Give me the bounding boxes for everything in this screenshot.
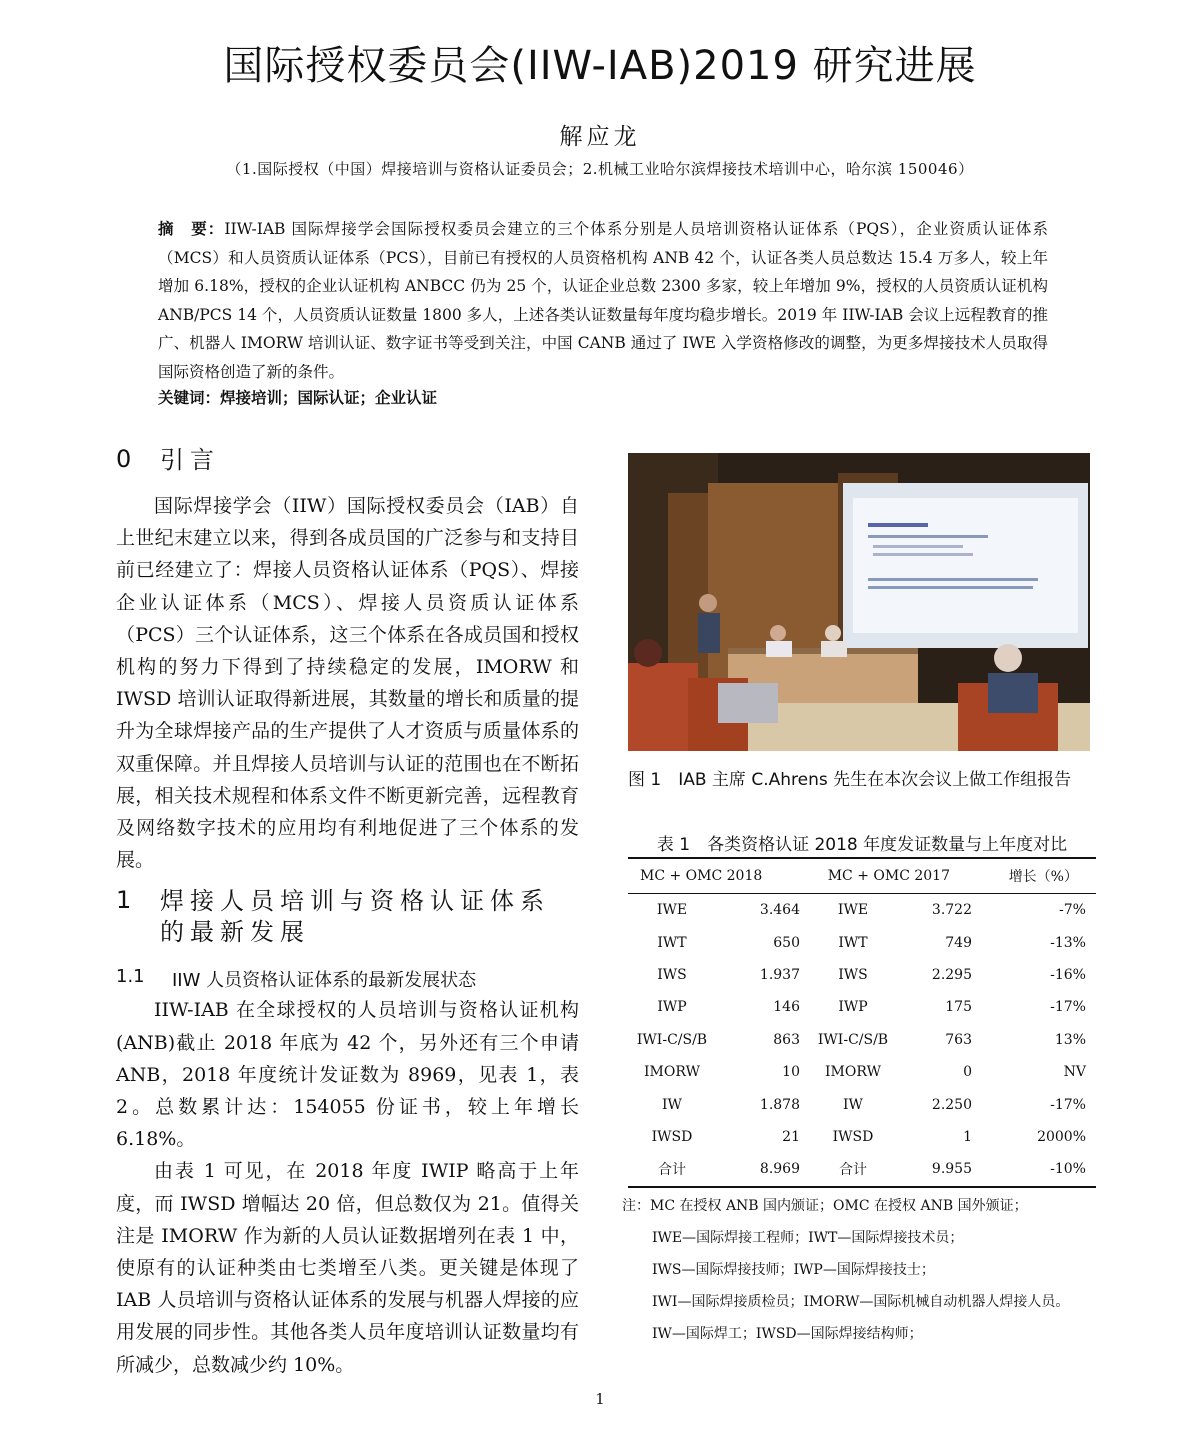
subsection-number: 1.1 [116, 966, 145, 988]
paper-title: 国际授权委员会(IIW-IAB)2019 研究进展 [223, 43, 977, 89]
section-1-1-heading [116, 966, 579, 992]
section-title: 焊接人员培训与资格认证体系的最新发展 [160, 887, 550, 947]
table-cell: 3.464 [759, 902, 800, 919]
table-cell: 650 [773, 934, 800, 951]
section-1-1-paragraph-1: IIW-IAB 在全球授权的人员培训与资格认证机构(ANB)截止 2018 年底为 42 个，另外还有三个申请 ANB，2018 年度统计发证数为 8969，见表 1，表 2。总数累计达：154055 份证书，较上年增长 6.18%。 [116, 999, 579, 1151]
abstract-text: IIW-IAB 国际焊接学会国际授权委员会建立的三个体系分别是人员培训资格认证体系（PQS），企业资质认证体系（MCS）和人员资质认证体系（PCS），目前已有授权的人员资格机构 ANB 42 个，认证各类人员总数达 15.4 万多人，较上年增加 6.18%，授权的企业认证机构 ANBCC 仍为 25 个，认证企业总数 2300 多家，较上年增加 9%，授权的人员资质认证机构 ANB/PCS 14 个，人员资质认证数量 1800 多人，上述各类认证数量每年度均稳步增长。2019 年 IIW-IAB 会议上远程教育的推广、机器人 IMORW 培训认证、数字证书等受到关注，中国 CANB 通过了 IWE 入学资格修改的调整，为更多焊接技术人员取得国际资格创造了新的条件。 [158, 220, 1048, 381]
section-1-heading [116, 886, 579, 948]
table-row [628, 991, 1096, 1023]
table-cell: IWT [657, 934, 687, 951]
table-cell: -10% [1050, 1161, 1086, 1178]
table-cell: IWSD [651, 1128, 693, 1145]
table-cell: IWP [657, 999, 687, 1016]
table-cell: 1.937 [759, 966, 800, 983]
table-cell: IWE [656, 902, 688, 919]
table-1 [628, 857, 1096, 1188]
left-column [116, 445, 579, 1381]
table-row [628, 1121, 1096, 1153]
table-row [628, 926, 1096, 958]
table-cell: IWSD [832, 1128, 874, 1145]
note-line: IW—国际焊工；IWSD—国际焊接结构师； [652, 1326, 923, 1342]
table-row [628, 1088, 1096, 1120]
table-cell: 合计 [658, 1162, 686, 1179]
table-cell: 8.969 [759, 1161, 800, 1178]
section-title: 引言 [160, 446, 220, 474]
page-number: 1 [595, 1390, 605, 1408]
table-1-caption: 表 1 各类资格认证 2018 年度发证数量与上年度对比 [656, 835, 1068, 855]
table-row [628, 1056, 1096, 1088]
table-cell: IWP [838, 999, 868, 1016]
table-row [628, 959, 1096, 991]
table-cell: IWT [838, 934, 868, 951]
table-row [628, 894, 1096, 927]
table-cell: 2.250 [931, 1096, 972, 1113]
data-table [628, 857, 1096, 1188]
table-cell: 863 [773, 1031, 800, 1048]
keywords: 关键词：焊接培训；国际认证；企业认证 [158, 389, 438, 407]
section-0-heading [116, 445, 579, 476]
section-0-paragraph: 国际焊接学会（IIW）国际授权委员会（IAB）自上世纪末建立以来，得到各成员国的广泛参与和支持目前已经建立了：焊接人员资格认证体系（PQS）、焊接企业认证体系（MCS）、焊接人员资质认证体系（PCS）三个认证体系，这三个体系在各成员国和授权机构的努力下得到了持续稳定的发展，IMORW 和 IWSD 培训认证取得新进展，其数量的增长和质量的提升为全球焊接产品的生产提供了人才资质与质量体系的双重保障。并且焊接人员培训与认证的范围也在不断拓展，相关技术规程和体系文件不断更新完善，远程教育及网络数字技术的应用均有利地促进了三个体系的发展。 [116, 495, 579, 872]
conference-photo [628, 453, 1090, 751]
table-cell: IMORW [825, 1064, 881, 1081]
column-header: MC + OMC 2017 [827, 868, 950, 884]
table-cell: -17% [1050, 999, 1086, 1016]
conference-photo-image [628, 453, 1090, 751]
note-line: IWI—国际焊接质检员；IMORW—国际机械自动机器人焊接人员。 [652, 1294, 1070, 1310]
table-header-row [628, 858, 1096, 894]
section-number: 1 [116, 886, 132, 915]
table-cell: IMORW [644, 1064, 700, 1081]
table-notes [622, 1190, 1102, 1350]
table-cell: 3.722 [931, 902, 972, 919]
column-header: MC + OMC 2018 [640, 868, 763, 884]
table-cell: 175 [945, 999, 972, 1016]
figure-1-caption: 图 1 IAB 主席 C.Ahrens 先生在本次会议上做工作组报告 [628, 770, 1072, 790]
table-cell: 763 [945, 1031, 972, 1048]
table-cell: -16% [1050, 966, 1086, 983]
table-cell: IW [662, 1096, 682, 1113]
table-row [628, 1153, 1096, 1186]
table-cell: IWI-C/S/B [636, 1031, 708, 1048]
table-cell: 146 [773, 999, 800, 1016]
affiliation: （1.国际授权（中国）焊接培训与资格认证委员会；2.机械工业哈尔滨焊接技术培训中心，哈尔滨 150046） [226, 160, 974, 178]
table-cell: 合计 [839, 1162, 867, 1179]
author: 解应龙 [559, 124, 641, 150]
table-cell: 10 [782, 1064, 800, 1081]
table-cell: 9.955 [931, 1161, 972, 1178]
table-cell: IWS [657, 966, 687, 983]
table-row [628, 1024, 1096, 1056]
column-header: 增长（%） [1008, 869, 1078, 885]
table-cell: 1 [963, 1128, 972, 1145]
table-cell: IW [843, 1096, 863, 1113]
table-cell: IWE [837, 902, 869, 919]
note-line: 注：MC 在授权 ANB 国内颁证；OMC 在授权 ANB 国外颁证； [622, 1198, 1028, 1214]
note-line: IWE—国际焊接工程师；IWT—国际焊接技术员； [652, 1230, 964, 1246]
table-cell: 2.295 [931, 966, 972, 983]
table-cell: 1.878 [759, 1096, 800, 1113]
table-cell: 2000% [1037, 1128, 1086, 1145]
table-cell: -13% [1050, 934, 1086, 951]
abstract-label: 摘 要： [158, 220, 225, 238]
table-cell: 749 [945, 934, 972, 951]
table-cell: IWI-C/S/B [817, 1031, 889, 1048]
table-cell: IWS [838, 966, 868, 983]
table-cell: NV [1063, 1064, 1086, 1081]
table-cell: -17% [1050, 1096, 1086, 1113]
subsection-title: IIW 人员资格认证体系的最新发展状态 [172, 970, 477, 992]
abstract [158, 215, 1048, 387]
table-cell: 0 [963, 1064, 972, 1081]
section-number: 0 [116, 445, 132, 473]
note-line: IWS—国际焊接技师；IWP—国际焊接技士； [652, 1262, 935, 1278]
table-cell: 13% [1054, 1031, 1086, 1048]
table-cell: -7% [1059, 902, 1086, 919]
section-1-1-paragraph-2: 由表 1 可见，在 2018 年度 IWIP 略高于上年度，而 IWSD 增幅达 20 倍，但总数仅为 21。值得关注是 IMORW 作为新的人员认证数据增列在表 1 中，使原有的认证种类由七类增至八类。更关键是体现了 IAB 人员培训与资格认证体系的发展与机器人焊接的应用发展的同步性。其他各类人员年度培训认证数量均有所减少，总数减少约 10%。 [116, 1160, 579, 1376]
table-cell: 21 [782, 1128, 800, 1145]
